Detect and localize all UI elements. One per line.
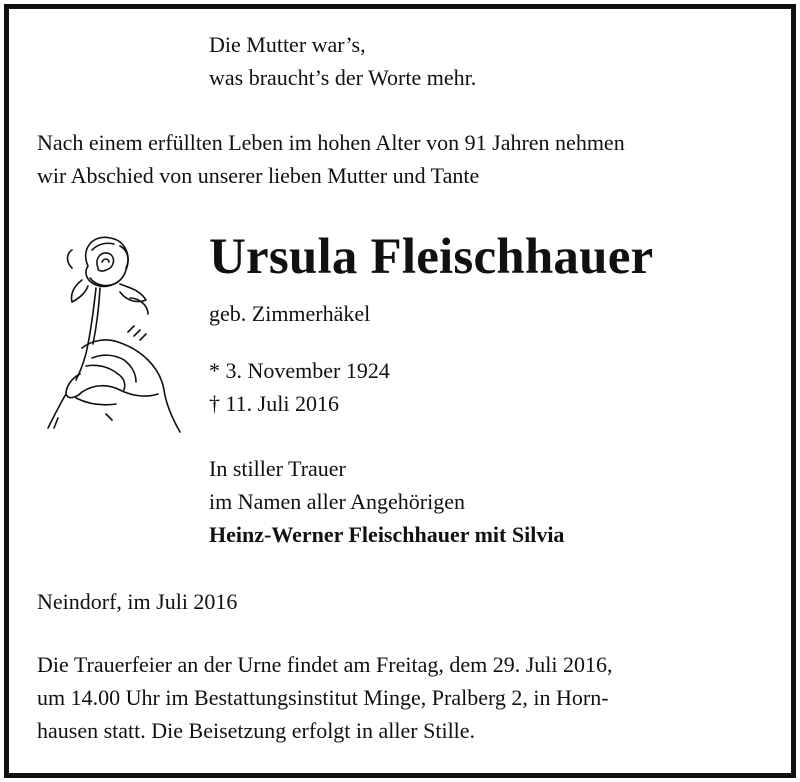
funeral-line-1: Die Trauerfeier an der Urne findet am Freitag, dem 29. Juli 2016, bbox=[37, 652, 613, 677]
birth-name: geb. Zimmerhäkel bbox=[209, 301, 371, 326]
death-date: † 11. Juli 2016 bbox=[209, 391, 339, 416]
place-date: Neindorf, im Juli 2016 bbox=[37, 589, 238, 614]
motto-line-2: was braucht’s der Worte mehr. bbox=[209, 65, 477, 90]
intro-line-1: Nach einem erfüllten Leben im hohen Alter von 91 Jahren nehmen bbox=[37, 130, 625, 155]
funeral-line-2: um 14.00 Uhr im Bestattungsinstitut Minge, Pralberg 2, in Horn- bbox=[37, 685, 609, 710]
mourners-line-1: In stiller Trauer bbox=[209, 456, 346, 481]
mourners-names: Heinz-Werner Fleischhauer mit Silvia bbox=[209, 522, 565, 547]
birth-date: * 3. November 1924 bbox=[209, 358, 390, 383]
hand-holding-rose-icon bbox=[36, 228, 192, 438]
funeral-line-3: hausen statt. Die Beisetzung erfolgt in aller Stille. bbox=[37, 718, 476, 743]
motto-line-1: Die Mutter war’s, bbox=[209, 32, 366, 57]
mourners-line-2: im Namen aller Angehörigen bbox=[209, 489, 465, 514]
deceased-name: Ursula Fleischhauer bbox=[209, 229, 654, 285]
intro-line-2: wir Abschied von unserer lieben Mutter und Tante bbox=[37, 163, 480, 188]
